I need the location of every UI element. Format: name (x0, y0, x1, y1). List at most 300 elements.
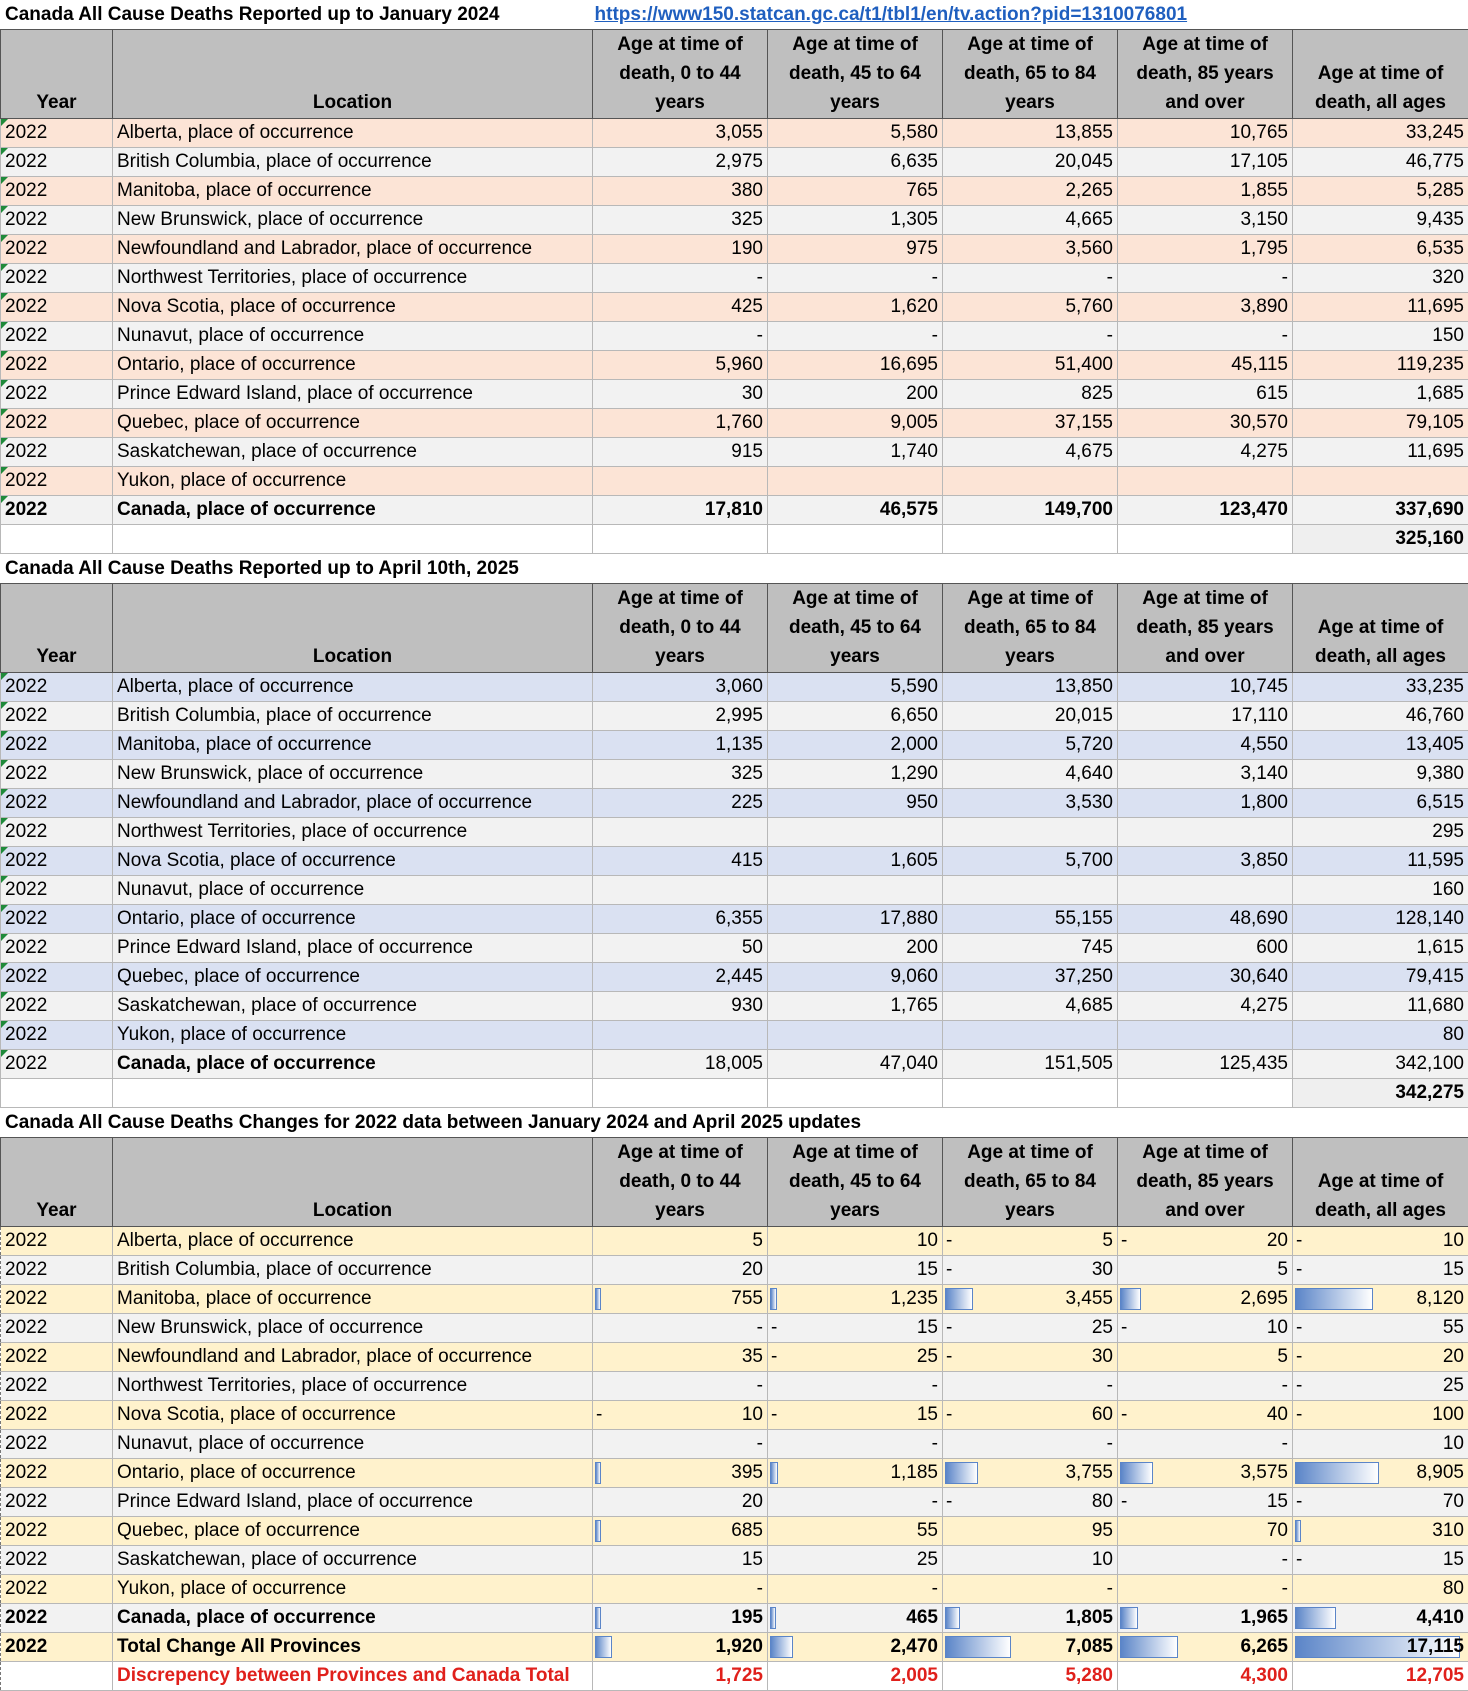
empty-cell[interactable] (593, 525, 768, 554)
cell-age-0-44[interactable]: 195 (593, 1604, 768, 1633)
cell-year[interactable]: 2022 (1, 1575, 113, 1604)
cell-age-85-plus[interactable]: 6,265 (1118, 1633, 1293, 1662)
cell-all-ages[interactable]: 150 (1293, 322, 1468, 351)
cell-all-ages[interactable]: - 55 (1293, 1314, 1468, 1343)
cell-age-45-64[interactable]: 10 (768, 1227, 943, 1256)
cell-age-65-84[interactable]: - 30 (943, 1343, 1118, 1372)
cell-location[interactable]: Newfoundland and Labrador, place of occurrence (113, 1343, 593, 1372)
cell-all-ages[interactable]: 11,680 (1293, 992, 1468, 1021)
cell-age-65-84[interactable]: - 60 (943, 1401, 1118, 1430)
cell-all-ages[interactable]: 9,435 (1293, 206, 1468, 235)
cell-all-ages[interactable]: 6,515 (1293, 789, 1468, 818)
cell-all-ages[interactable]: 80 (1293, 1575, 1468, 1604)
cell-year[interactable]: 2022 (1, 1604, 113, 1633)
cell-age-65-84[interactable]: 7,085 (943, 1633, 1118, 1662)
cell-year[interactable]: 2022 (1, 1021, 113, 1050)
cell-age-65-84[interactable]: 3,755 (943, 1459, 1118, 1488)
cell-all-ages[interactable]: 160 (1293, 876, 1468, 905)
cell-age-65-84[interactable]: 37,250 (943, 963, 1118, 992)
header-location[interactable]: Location (113, 584, 593, 673)
empty-cell[interactable] (768, 1079, 943, 1108)
cell-age-85-plus[interactable]: 5 (1118, 1343, 1293, 1372)
cell-age-85-plus[interactable]: 45,115 (1118, 351, 1293, 380)
cell-age-45-64[interactable]: 2,470 (768, 1633, 943, 1662)
cell-age-65-84[interactable]: 3,530 (943, 789, 1118, 818)
cell-age-65-84[interactable]: - (943, 1372, 1118, 1401)
cell-location[interactable]: Canada, place of occurrence (113, 1604, 593, 1633)
cell-age-0-44[interactable]: 17,810 (593, 496, 768, 525)
header-all-ages[interactable]: Age at time of death, all ages (1293, 584, 1468, 673)
cell-age-65-84[interactable]: - 30 (943, 1256, 1118, 1285)
cell-age-65-84[interactable]: 13,855 (943, 119, 1118, 148)
cell-location[interactable]: Alberta, place of occurrence (113, 673, 593, 702)
header-age-0-44[interactable]: Age at time of death, 0 to 44 years (593, 30, 768, 119)
empty-cell[interactable] (768, 525, 943, 554)
cell-age-0-44[interactable]: 685 (593, 1517, 768, 1546)
cell-age-85-plus[interactable]: 1,965 (1118, 1604, 1293, 1633)
cell-age-0-44[interactable]: 3,060 (593, 673, 768, 702)
cell-all-ages[interactable]: 295 (1293, 818, 1468, 847)
cell-age-45-64[interactable]: - 15 (768, 1314, 943, 1343)
cell-location[interactable]: Alberta, place of occurrence (113, 1227, 593, 1256)
cell-location[interactable]: Quebec, place of occurrence (113, 963, 593, 992)
cell-all-ages[interactable]: 33,235 (1293, 673, 1468, 702)
cell-age-0-44[interactable]: - (593, 1314, 768, 1343)
cell-age-85-plus[interactable]: - 40 (1118, 1401, 1293, 1430)
cell-all-ages[interactable]: 13,405 (1293, 731, 1468, 760)
cell-location[interactable]: British Columbia, place of occurrence (113, 1256, 593, 1285)
cell-age-45-64[interactable] (768, 467, 943, 496)
empty-cell[interactable] (1, 1079, 113, 1108)
cell-age-85-plus[interactable]: 30,640 (1118, 963, 1293, 992)
cell-year[interactable]: 2022 (1, 818, 113, 847)
province-sum-cell[interactable]: 325,160 (1293, 525, 1468, 554)
cell-age-65-84[interactable] (943, 818, 1118, 847)
cell-age-65-84[interactable]: 4,665 (943, 206, 1118, 235)
cell-age-85-plus[interactable]: - (1118, 1575, 1293, 1604)
cell-year[interactable]: 2022 (1, 438, 113, 467)
cell-age-45-64[interactable]: 1,235 (768, 1285, 943, 1314)
cell-age-0-44[interactable]: 18,005 (593, 1050, 768, 1079)
cell-year[interactable]: 2022 (1, 1285, 113, 1314)
cell-age-85-plus[interactable]: 17,110 (1118, 702, 1293, 731)
cell-age-45-64[interactable]: 9,005 (768, 409, 943, 438)
cell-age-45-64[interactable]: 1,740 (768, 438, 943, 467)
cell-age-45-64[interactable] (768, 818, 943, 847)
cell-age-45-64[interactable]: 6,635 (768, 148, 943, 177)
cell-all-ages[interactable]: 8,905 (1293, 1459, 1468, 1488)
cell-location[interactable]: Canada, place of occurrence (113, 496, 593, 525)
cell-year[interactable]: 2022 (1, 673, 113, 702)
cell-location[interactable]: Yukon, place of occurrence (113, 1575, 593, 1604)
cell-age-85-plus[interactable]: 3,150 (1118, 206, 1293, 235)
cell-age-45-64[interactable]: 9,060 (768, 963, 943, 992)
cell-age-45-64[interactable]: - 25 (768, 1343, 943, 1372)
cell-age-85-plus[interactable]: - (1118, 322, 1293, 351)
cell-age-0-44[interactable]: 2,995 (593, 702, 768, 731)
cell-location[interactable]: Manitoba, place of occurrence (113, 177, 593, 206)
cell-age-0-44[interactable]: 425 (593, 293, 768, 322)
cell-age-0-44[interactable]: - (593, 1430, 768, 1459)
cell-age-0-44[interactable]: 35 (593, 1343, 768, 1372)
cell-age-45-64[interactable]: 465 (768, 1604, 943, 1633)
cell-age-85-plus[interactable]: 3,575 (1118, 1459, 1293, 1488)
cell-age-45-64[interactable]: 2,005 (768, 1662, 943, 1691)
cell-age-65-84[interactable]: 13,850 (943, 673, 1118, 702)
cell-age-65-84[interactable]: 20,015 (943, 702, 1118, 731)
cell-location[interactable]: Newfoundland and Labrador, place of occurrence (113, 789, 593, 818)
cell-all-ages[interactable]: 320 (1293, 264, 1468, 293)
cell-age-45-64[interactable]: 1,305 (768, 206, 943, 235)
empty-cell[interactable] (113, 525, 593, 554)
cell-year[interactable]: 2022 (1, 322, 113, 351)
cell-age-85-plus[interactable] (1118, 1021, 1293, 1050)
cell-age-85-plus[interactable]: 3,850 (1118, 847, 1293, 876)
cell-age-45-64[interactable]: 1,765 (768, 992, 943, 1021)
header-age-65-84[interactable]: Age at time of death, 65 to 84 years (943, 1138, 1118, 1227)
cell-location[interactable]: Nunavut, place of occurrence (113, 876, 593, 905)
cell-age-65-84[interactable]: 4,640 (943, 760, 1118, 789)
cell-year[interactable]: 2022 (1, 148, 113, 177)
cell-location[interactable]: British Columbia, place of occurrence (113, 702, 593, 731)
cell-location[interactable]: Nova Scotia, place of occurrence (113, 847, 593, 876)
cell-year[interactable]: 2022 (1, 264, 113, 293)
cell-age-65-84[interactable]: - (943, 264, 1118, 293)
cell-year[interactable]: 2022 (1, 963, 113, 992)
header-location[interactable]: Location (113, 30, 593, 119)
cell-age-0-44[interactable]: 755 (593, 1285, 768, 1314)
cell-age-0-44[interactable]: 20 (593, 1256, 768, 1285)
cell-age-0-44[interactable]: 5,960 (593, 351, 768, 380)
cell-location[interactable]: Northwest Territories, place of occurrence (113, 264, 593, 293)
cell-age-45-64[interactable]: 5,580 (768, 119, 943, 148)
cell-location[interactable]: Prince Edward Island, place of occurrence (113, 934, 593, 963)
cell-age-0-44[interactable]: 1,760 (593, 409, 768, 438)
cell-age-0-44[interactable] (593, 1021, 768, 1050)
cell-age-45-64[interactable]: 975 (768, 235, 943, 264)
header-age-45-64[interactable]: Age at time of death, 45 to 64 years (768, 584, 943, 673)
cell-age-65-84[interactable]: 3,560 (943, 235, 1118, 264)
cell-year[interactable]: 2022 (1, 467, 113, 496)
cell-age-45-64[interactable]: 1,290 (768, 760, 943, 789)
cell-age-0-44[interactable]: 1,135 (593, 731, 768, 760)
cell-location[interactable]: Newfoundland and Labrador, place of occurrence (113, 235, 593, 264)
cell-age-45-64[interactable]: 15 (768, 1256, 943, 1285)
cell-all-ages[interactable]: - 70 (1293, 1488, 1468, 1517)
cell-year[interactable]: 2022 (1, 847, 113, 876)
cell-age-0-44[interactable]: - 10 (593, 1401, 768, 1430)
cell-age-65-84[interactable]: 745 (943, 934, 1118, 963)
cell-location[interactable]: Total Change All Provinces (113, 1633, 593, 1662)
cell-age-85-plus[interactable]: 1,855 (1118, 177, 1293, 206)
cell-location[interactable]: Manitoba, place of occurrence (113, 1285, 593, 1314)
cell-year[interactable]: 2022 (1, 409, 113, 438)
cell-age-85-plus[interactable]: 4,275 (1118, 438, 1293, 467)
cell-year[interactable]: 2022 (1, 206, 113, 235)
cell-age-0-44[interactable]: - (593, 1372, 768, 1401)
cell-age-65-84[interactable]: 5,760 (943, 293, 1118, 322)
cell-year[interactable]: 2022 (1, 1459, 113, 1488)
cell-year[interactable]: 2022 (1, 760, 113, 789)
cell-age-0-44[interactable]: 30 (593, 380, 768, 409)
cell-age-0-44[interactable]: 2,975 (593, 148, 768, 177)
province-sum-cell[interactable]: 342,275 (1293, 1079, 1468, 1108)
cell-age-65-84[interactable]: - 80 (943, 1488, 1118, 1517)
cell-location[interactable]: Yukon, place of occurrence (113, 1021, 593, 1050)
header-year[interactable]: Year (1, 30, 113, 119)
cell-age-65-84[interactable]: 3,455 (943, 1285, 1118, 1314)
cell-year[interactable]: 2022 (1, 876, 113, 905)
cell-all-ages[interactable]: 79,415 (1293, 963, 1468, 992)
cell-all-ages[interactable]: 4,410 (1293, 1604, 1468, 1633)
cell-year[interactable]: 2022 (1, 702, 113, 731)
cell-age-0-44[interactable] (593, 467, 768, 496)
cell-all-ages[interactable]: 12,705 (1293, 1662, 1468, 1691)
cell-location[interactable]: Northwest Territories, place of occurrence (113, 818, 593, 847)
cell-year[interactable]: 2022 (1, 1517, 113, 1546)
cell-age-85-plus[interactable]: - 20 (1118, 1227, 1293, 1256)
cell-year[interactable]: 2022 (1, 1401, 113, 1430)
cell-all-ages[interactable]: 80 (1293, 1021, 1468, 1050)
header-age-65-84[interactable]: Age at time of death, 65 to 84 years (943, 584, 1118, 673)
cell-age-45-64[interactable]: 2,000 (768, 731, 943, 760)
header-age-85-plus[interactable]: Age at time of death, 85 years and over (1118, 584, 1293, 673)
cell-age-45-64[interactable]: 200 (768, 934, 943, 963)
cell-year[interactable]: 2022 (1, 351, 113, 380)
cell-age-45-64[interactable]: 765 (768, 177, 943, 206)
cell-all-ages[interactable]: 128,140 (1293, 905, 1468, 934)
cell-age-65-84[interactable] (943, 467, 1118, 496)
header-location[interactable]: Location (113, 1138, 593, 1227)
cell-all-ages[interactable]: 119,235 (1293, 351, 1468, 380)
cell-location[interactable]: British Columbia, place of occurrence (113, 148, 593, 177)
cell-age-65-84[interactable]: 5,280 (943, 1662, 1118, 1691)
cell-location[interactable]: Canada, place of occurrence (113, 1050, 593, 1079)
cell-location[interactable]: New Brunswick, place of occurrence (113, 1314, 593, 1343)
cell-all-ages[interactable]: 33,245 (1293, 119, 1468, 148)
header-year[interactable]: Year (1, 584, 113, 673)
cell-age-85-plus[interactable] (1118, 467, 1293, 496)
cell-age-0-44[interactable]: 1,920 (593, 1633, 768, 1662)
cell-age-85-plus[interactable]: 615 (1118, 380, 1293, 409)
empty-cell[interactable] (943, 525, 1118, 554)
cell-all-ages[interactable]: - 20 (1293, 1343, 1468, 1372)
cell-location[interactable]: New Brunswick, place of occurrence (113, 760, 593, 789)
cell-all-ages[interactable]: - 25 (1293, 1372, 1468, 1401)
cell-all-ages[interactable]: 8,120 (1293, 1285, 1468, 1314)
cell-age-0-44[interactable]: 3,055 (593, 119, 768, 148)
cell-age-45-64[interactable] (768, 876, 943, 905)
cell-age-0-44[interactable]: 5 (593, 1227, 768, 1256)
cell-all-ages[interactable]: 9,380 (1293, 760, 1468, 789)
header-age-85-plus[interactable]: Age at time of death, 85 years and over (1118, 30, 1293, 119)
cell-all-ages[interactable]: - 15 (1293, 1256, 1468, 1285)
cell-location[interactable]: Quebec, place of occurrence (113, 1517, 593, 1546)
cell-age-65-84[interactable]: - 5 (943, 1227, 1118, 1256)
cell-age-65-84[interactable]: 55,155 (943, 905, 1118, 934)
empty-cell[interactable] (1118, 525, 1293, 554)
cell-location[interactable]: Saskatchewan, place of occurrence (113, 992, 593, 1021)
cell-age-45-64[interactable]: 950 (768, 789, 943, 818)
cell-all-ages[interactable]: 46,775 (1293, 148, 1468, 177)
header-all-ages[interactable]: Age at time of death, all ages (1293, 30, 1468, 119)
cell-all-ages[interactable]: 79,105 (1293, 409, 1468, 438)
cell-year[interactable]: 2022 (1, 235, 113, 264)
cell-age-45-64[interactable]: - (768, 1372, 943, 1401)
cell-location[interactable]: Nova Scotia, place of occurrence (113, 293, 593, 322)
cell-year[interactable]: 2022 (1, 934, 113, 963)
cell-age-45-64[interactable]: 25 (768, 1546, 943, 1575)
cell-age-85-plus[interactable] (1118, 876, 1293, 905)
header-all-ages[interactable]: Age at time of death, all ages (1293, 1138, 1468, 1227)
cell-age-45-64[interactable]: 16,695 (768, 351, 943, 380)
cell-age-65-84[interactable] (943, 876, 1118, 905)
cell-all-ages[interactable] (1293, 467, 1468, 496)
cell-age-0-44[interactable]: 1,725 (593, 1662, 768, 1691)
header-age-0-44[interactable]: Age at time of death, 0 to 44 years (593, 1138, 768, 1227)
cell-age-0-44[interactable]: 395 (593, 1459, 768, 1488)
cell-all-ages[interactable]: 17,115 (1293, 1633, 1468, 1662)
cell-age-45-64[interactable]: - (768, 1575, 943, 1604)
cell-location[interactable]: Ontario, place of occurrence (113, 1459, 593, 1488)
cell-age-65-84[interactable]: - (943, 322, 1118, 351)
cell-age-0-44[interactable]: 930 (593, 992, 768, 1021)
cell-age-65-84[interactable] (943, 1021, 1118, 1050)
cell-age-65-84[interactable]: 95 (943, 1517, 1118, 1546)
cell-year[interactable]: 2022 (1, 731, 113, 760)
cell-age-0-44[interactable]: - (593, 322, 768, 351)
header-age-45-64[interactable]: Age at time of death, 45 to 64 years (768, 30, 943, 119)
cell-age-65-84[interactable]: 5,700 (943, 847, 1118, 876)
cell-year[interactable]: 2022 (1, 1314, 113, 1343)
cell-year[interactable]: 2022 (1, 496, 113, 525)
cell-age-0-44[interactable]: 325 (593, 206, 768, 235)
cell-age-85-plus[interactable]: - (1118, 1372, 1293, 1401)
cell-all-ages[interactable]: 10 (1293, 1430, 1468, 1459)
empty-cell[interactable] (943, 1079, 1118, 1108)
cell-year[interactable]: 2022 (1, 789, 113, 818)
cell-age-65-84[interactable]: 4,675 (943, 438, 1118, 467)
cell-age-65-84[interactable]: 149,700 (943, 496, 1118, 525)
cell-year[interactable]: 2022 (1, 1343, 113, 1372)
cell-age-65-84[interactable]: - (943, 1575, 1118, 1604)
cell-year[interactable]: 2022 (1, 1227, 113, 1256)
cell-age-45-64[interactable]: - (768, 1430, 943, 1459)
cell-location[interactable]: Saskatchewan, place of occurrence (113, 438, 593, 467)
cell-age-0-44[interactable]: 6,355 (593, 905, 768, 934)
cell-age-85-plus[interactable]: 4,550 (1118, 731, 1293, 760)
cell-age-0-44[interactable]: 2,445 (593, 963, 768, 992)
cell-age-45-64[interactable]: 5,590 (768, 673, 943, 702)
cell-location[interactable]: Ontario, place of occurrence (113, 351, 593, 380)
cell-year[interactable]: 2022 (1, 1372, 113, 1401)
cell-age-85-plus[interactable]: 2,695 (1118, 1285, 1293, 1314)
cell-age-65-84[interactable]: 37,155 (943, 409, 1118, 438)
cell-year[interactable]: 2022 (1, 119, 113, 148)
cell-age-65-84[interactable]: - (943, 1430, 1118, 1459)
cell-all-ages[interactable]: 310 (1293, 1517, 1468, 1546)
cell-age-85-plus[interactable]: 125,435 (1118, 1050, 1293, 1079)
cell-location[interactable]: Yukon, place of occurrence (113, 467, 593, 496)
empty-cell[interactable] (1, 525, 113, 554)
cell-age-0-44[interactable]: 225 (593, 789, 768, 818)
cell-age-0-44[interactable]: - (593, 264, 768, 293)
cell-age-65-84[interactable]: 825 (943, 380, 1118, 409)
cell-age-85-plus[interactable]: 5 (1118, 1256, 1293, 1285)
header-age-85-plus[interactable]: Age at time of death, 85 years and over (1118, 1138, 1293, 1227)
cell-age-0-44[interactable]: - (593, 1575, 768, 1604)
cell-age-0-44[interactable]: 20 (593, 1488, 768, 1517)
cell-age-65-84[interactable]: 151,505 (943, 1050, 1118, 1079)
cell-year[interactable]: 2022 (1, 1488, 113, 1517)
cell-year[interactable]: 2022 (1, 905, 113, 934)
cell-age-0-44[interactable]: 15 (593, 1546, 768, 1575)
cell-age-85-plus[interactable]: 70 (1118, 1517, 1293, 1546)
cell-all-ages[interactable]: 11,695 (1293, 438, 1468, 467)
cell-age-0-44[interactable]: 380 (593, 177, 768, 206)
cell-age-85-plus[interactable]: 4,300 (1118, 1662, 1293, 1691)
cell-age-65-84[interactable]: 1,805 (943, 1604, 1118, 1633)
empty-cell[interactable] (593, 1079, 768, 1108)
cell-all-ages[interactable]: 46,760 (1293, 702, 1468, 731)
cell-year[interactable]: 2022 (1, 1256, 113, 1285)
cell-age-0-44[interactable]: 50 (593, 934, 768, 963)
cell-age-45-64[interactable]: - (768, 1488, 943, 1517)
cell-year[interactable]: 2022 (1, 293, 113, 322)
cell-age-45-64[interactable]: - (768, 322, 943, 351)
cell-age-45-64[interactable]: 1,620 (768, 293, 943, 322)
header-year[interactable]: Year (1, 1138, 113, 1227)
cell-age-85-plus[interactable]: 10,765 (1118, 119, 1293, 148)
cell-age-85-plus[interactable]: 48,690 (1118, 905, 1293, 934)
cell-age-0-44[interactable] (593, 876, 768, 905)
cell-year[interactable] (1, 1662, 113, 1691)
cell-all-ages[interactable]: - 15 (1293, 1546, 1468, 1575)
cell-age-45-64[interactable]: 47,040 (768, 1050, 943, 1079)
cell-age-85-plus[interactable]: 3,890 (1118, 293, 1293, 322)
header-age-0-44[interactable]: Age at time of death, 0 to 44 years (593, 584, 768, 673)
cell-age-45-64[interactable]: 200 (768, 380, 943, 409)
cell-all-ages[interactable]: 342,100 (1293, 1050, 1468, 1079)
cell-age-85-plus[interactable]: - (1118, 264, 1293, 293)
empty-cell[interactable] (1118, 1079, 1293, 1108)
cell-year[interactable]: 2022 (1, 1050, 113, 1079)
cell-all-ages[interactable]: 11,695 (1293, 293, 1468, 322)
cell-age-65-84[interactable]: 20,045 (943, 148, 1118, 177)
statcan-link[interactable]: https://www150.statcan.gc.ca/t1/tbl1/en/tv.action?pid=1310076801 (595, 4, 1188, 26)
cell-all-ages[interactable]: 6,535 (1293, 235, 1468, 264)
cell-location[interactable]: Quebec, place of occurrence (113, 409, 593, 438)
cell-location[interactable]: Saskatchewan, place of occurrence (113, 1546, 593, 1575)
cell-age-85-plus[interactable]: 30,570 (1118, 409, 1293, 438)
cell-age-85-plus[interactable] (1118, 818, 1293, 847)
cell-location[interactable]: Manitoba, place of occurrence (113, 731, 593, 760)
cell-age-45-64[interactable]: 6,650 (768, 702, 943, 731)
cell-year[interactable]: 2022 (1, 1546, 113, 1575)
cell-age-45-64[interactable]: 55 (768, 1517, 943, 1546)
cell-location[interactable]: New Brunswick, place of occurrence (113, 206, 593, 235)
cell-age-0-44[interactable]: 415 (593, 847, 768, 876)
cell-age-0-44[interactable]: 915 (593, 438, 768, 467)
cell-age-85-plus[interactable]: 1,800 (1118, 789, 1293, 818)
cell-age-85-plus[interactable]: - 15 (1118, 1488, 1293, 1517)
cell-year[interactable]: 2022 (1, 1633, 113, 1662)
cell-age-45-64[interactable]: - 15 (768, 1401, 943, 1430)
cell-age-45-64[interactable]: - (768, 264, 943, 293)
cell-age-65-84[interactable]: 51,400 (943, 351, 1118, 380)
cell-age-85-plus[interactable]: - 10 (1118, 1314, 1293, 1343)
cell-age-65-84[interactable]: 2,265 (943, 177, 1118, 206)
